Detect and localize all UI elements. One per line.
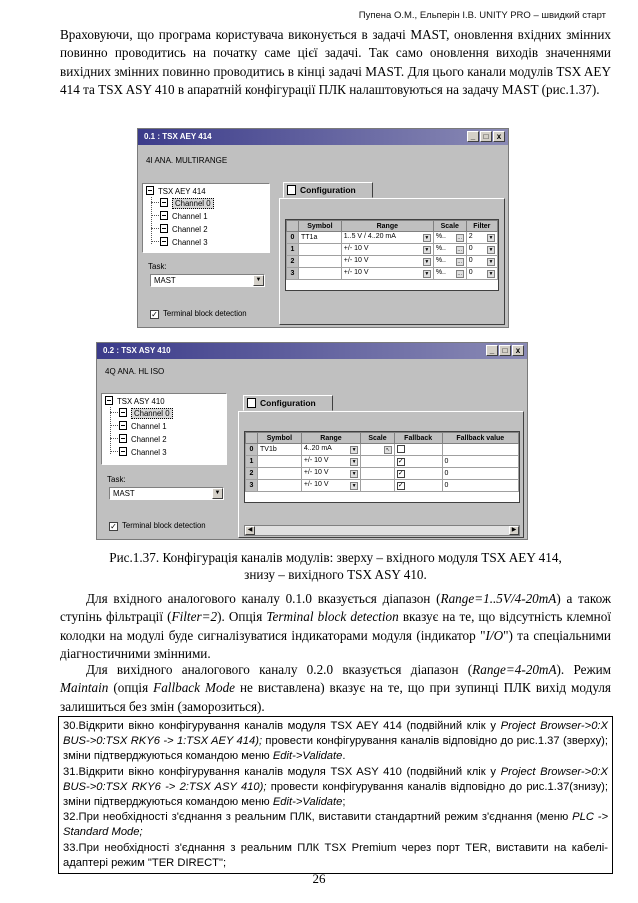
window-title: 0.1 : TSX AEY 414 <box>144 132 212 141</box>
chevron-down-icon: ▼ <box>424 259 430 265</box>
horizontal-scrollbar[interactable] <box>244 525 520 536</box>
figure-caption-line2: знизу – вихідного TSX ASY 410. <box>244 567 427 582</box>
scroll-right-icon[interactable]: ▶ <box>509 526 519 535</box>
step-32: 32.При необхідності з'єднання з реальним ПЛК, виставити стандартний режим з'єднання (меню PLC -> Standard Mode; <box>63 811 609 839</box>
module-label: 4I ANA. MULTIRANGE <box>146 156 228 165</box>
maximize-button[interactable]: □ <box>499 345 511 356</box>
paragraph-input-channel: Для вхідного аналогового каналу 0.1.0 вказується діапазон (Range=1..5V/4-20mA) а також ступінь фільтрації (Filter=2). Опція Terminal block detection вказує на те, що відсутність клемної колодки на модулі буде сигналізуватися індикаторами модуля (індикатор "I/O") та спеціальними діагностичними змінними. <box>60 591 611 661</box>
close-button[interactable]: x <box>512 345 524 356</box>
scale-cell[interactable] <box>361 444 395 456</box>
more-icon: … <box>457 247 463 253</box>
table-row[interactable]: 3 +/- 10 V ▼ ✓ 0 <box>246 480 519 492</box>
tree-item-channel-0[interactable]: Channel 0 <box>119 408 173 418</box>
col-symbol: Symbol <box>299 221 342 232</box>
chevron-down-icon: ▼ <box>253 275 264 286</box>
steps-box <box>58 716 613 874</box>
channel-icon <box>160 211 168 220</box>
more-icon: … <box>457 235 463 241</box>
tree-root-item[interactable]: TSX AEY 414 <box>146 186 206 196</box>
task-select[interactable]: MAST ▼ <box>109 487 224 500</box>
channel-tree <box>142 183 270 253</box>
tab-configuration[interactable]: Configuration <box>283 182 373 198</box>
fallback-cell[interactable] <box>394 444 442 456</box>
chevron-down-icon: ▼ <box>212 488 223 499</box>
table-row[interactable]: 0 TV1b 4..20 mA ▼ ↖ <box>246 444 519 456</box>
minimize-button[interactable]: _ <box>467 131 479 142</box>
scale-cell[interactable]: %.. … <box>433 244 466 256</box>
chevron-down-icon: ▼ <box>488 247 494 253</box>
tree-item-channel-1[interactable]: Channel 1 <box>119 421 167 431</box>
more-icon: … <box>457 259 463 265</box>
symbol-cell[interactable] <box>299 268 342 280</box>
symbol-cell[interactable] <box>299 256 342 268</box>
filter-cell[interactable]: 2 ▼ <box>466 232 497 244</box>
scale-cell[interactable] <box>361 456 395 468</box>
col-range: Range <box>301 433 360 444</box>
channel-icon <box>119 447 127 456</box>
range-cell[interactable]: +/- 10 V ▼ <box>341 268 433 280</box>
tree-item-channel-3[interactable]: Channel 3 <box>119 447 167 457</box>
config-icon <box>247 398 256 408</box>
table-row[interactable]: 0 TT1a 1..5 V / 4..20 mA ▼ %.. … 2 ▼ <box>287 232 498 244</box>
filter-cell[interactable]: 0 ▼ <box>466 256 497 268</box>
chevron-down-icon: ▼ <box>424 235 430 241</box>
chevron-down-icon: ▼ <box>488 235 494 241</box>
check-icon: ✓ <box>397 481 404 489</box>
symbol-cell[interactable]: TV1b <box>258 444 302 456</box>
terminal-block-checkbox[interactable]: ✓ Terminal block detection <box>151 309 247 319</box>
config-icon <box>287 185 296 195</box>
tree-item-channel-0[interactable]: Channel 0 <box>160 198 214 208</box>
task-label: Task: <box>148 262 167 271</box>
cursor-icon: ↖ <box>385 447 390 453</box>
chevron-down-icon: ▼ <box>424 271 430 277</box>
fallback-checkbox <box>397 445 405 453</box>
tree-root-item[interactable]: TSX ASY 410 <box>105 396 165 406</box>
range-cell[interactable]: +/- 10 V ▼ <box>341 244 433 256</box>
fallback-value-cell[interactable] <box>442 444 518 456</box>
col-range: Range <box>341 221 433 232</box>
symbol-cell[interactable] <box>258 480 302 492</box>
table-row[interactable]: 1 +/- 10 V ▼ ✓ 0 <box>246 456 519 468</box>
table-row[interactable]: 2 +/- 10 V ▼ %.. … 0 ▼ <box>287 256 498 268</box>
chevron-down-icon: ▼ <box>351 471 357 477</box>
check-icon: ✓ <box>397 457 404 465</box>
range-cell[interactable]: 1..5 V / 4..20 mA ▼ <box>341 232 433 244</box>
scale-cell[interactable] <box>361 480 395 492</box>
symbol-cell[interactable] <box>258 456 302 468</box>
col-scale: Scale <box>361 433 395 444</box>
tree-item-channel-3[interactable]: Channel 3 <box>160 237 208 247</box>
filter-cell[interactable]: 0 ▼ <box>466 244 497 256</box>
terminal-block-checkbox[interactable]: ✓ Terminal block detection <box>110 521 206 531</box>
chevron-down-icon: ▼ <box>424 247 430 253</box>
tree-item-channel-2[interactable]: Channel 2 <box>160 224 208 234</box>
module-icon <box>146 186 154 195</box>
table-row[interactable]: 1 +/- 10 V ▼ %.. … 0 ▼ <box>287 244 498 256</box>
range-cell[interactable]: +/- 10 V ▼ <box>341 256 433 268</box>
channel-tree <box>101 393 227 465</box>
chevron-down-icon: ▼ <box>351 483 357 489</box>
chevron-down-icon: ▼ <box>488 271 494 277</box>
scale-cell[interactable]: %.. … <box>433 256 466 268</box>
fallback-value-cell[interactable]: 0 <box>442 480 518 492</box>
scale-cell[interactable] <box>361 468 395 480</box>
filter-cell[interactable]: 0 ▼ <box>466 268 497 280</box>
intro-paragraph: Враховуючи, що програма користувача виконується в задачі MAST, оновлення вхідних змінних повинно проводитись на початку саме цієї задачі. Так само оновлення виходів значеннями вихідних змінних повинно проводитись в кінці задачі MAST. Для цього канали модулів TSX AEY 414 та TSX ASY 410 в апаратній конфігурації ПЛК налаштовуються на задачу MAST (рис.1.37). <box>60 27 611 97</box>
table-row[interactable]: 3 +/- 10 V ▼ %.. … 0 ▼ <box>287 268 498 280</box>
config-window-asy410 <box>96 342 528 540</box>
tree-item-channel-1[interactable]: Channel 1 <box>160 211 208 221</box>
task-select[interactable]: MAST ▼ <box>150 274 265 287</box>
scroll-left-icon[interactable]: ◀ <box>245 526 255 535</box>
channel-icon <box>160 237 168 246</box>
step-33: 33.При необхідності з'єднання з реальним ПЛК TSX Premium через порт TER, виставити на кабелі-адаптері режим "TER DIRECT"; <box>63 841 608 869</box>
tab-configuration[interactable]: Configuration <box>243 395 333 411</box>
chevron-down-icon: ▼ <box>351 447 357 453</box>
range-cell[interactable]: +/- 10 V ▼ <box>301 480 360 492</box>
check-icon: ✓ <box>110 522 117 531</box>
channel-grid <box>244 431 520 503</box>
range-cell[interactable]: +/- 10 V ▼ <box>301 468 360 480</box>
figure-caption-line1: Рис.1.37. Конфігурація каналів модулів: зверху – вхідного модуля TSX AEY 414, <box>109 550 562 565</box>
module-label: 4Q ANA. HL ISO <box>105 367 165 376</box>
channel-icon <box>119 434 127 443</box>
range-cell[interactable]: +/- 10 V ▼ <box>301 456 360 468</box>
channel-icon <box>160 224 168 233</box>
configuration-panel <box>238 411 524 538</box>
paragraph-output-channel: Для вихідного аналогового каналу 0.2.0 вказується діапазон (Range=4-20mA). Режим Maintain (опція Fallback Mode не виставлена) вказує на те, що при зупинці ПЛК вихід модуля залишиться без змін (заморозиться). <box>60 662 611 714</box>
window-titlebar <box>138 129 508 145</box>
symbol-cell[interactable]: TT1a <box>299 232 342 244</box>
col-scale: Scale <box>433 221 466 232</box>
more-icon: … <box>457 271 463 277</box>
col-filter: Filter <box>466 221 497 232</box>
channel-grid <box>285 219 499 291</box>
fallback-cell[interactable] <box>394 468 442 480</box>
check-icon: ✓ <box>151 310 158 319</box>
module-icon <box>105 396 113 405</box>
page-number: 26 <box>312 871 326 886</box>
chevron-down-icon: ▼ <box>488 259 494 265</box>
page-header: Пупена О.М., Ельперін І.В. UNITY PRO – швидкий старт <box>358 10 606 21</box>
fallback-cell[interactable] <box>394 456 442 468</box>
channel-icon <box>119 408 127 417</box>
channel-icon <box>119 421 127 430</box>
maximize-button[interactable]: □ <box>480 131 492 142</box>
task-label: Task: <box>107 475 126 484</box>
col-fallback: Fallback <box>394 433 442 444</box>
step-31: 31.Відкрити вікно конфігурування каналів модуля TSX ASY 410 (подвійний клік у Project Browser->0:X BUS->0:TSX RKY6 -> 2:TSX ASY 410); провести конфігурування каналів відповідно до рис.1.37(знизу); зміни підтверджуються командою меню Edit->Validate; <box>63 765 608 809</box>
close-button[interactable]: x <box>493 131 505 142</box>
window-title: 0.2 : TSX ASY 410 <box>103 346 171 355</box>
fallback-cell[interactable] <box>394 480 442 492</box>
minimize-button[interactable]: _ <box>486 345 498 356</box>
fallback-value-cell[interactable]: 0 <box>442 468 518 480</box>
check-icon: ✓ <box>397 469 404 477</box>
symbol-cell[interactable] <box>299 244 342 256</box>
table-row[interactable]: 2 +/- 10 V ▼ ✓ 0 <box>246 468 519 480</box>
window-titlebar <box>97 343 527 359</box>
configuration-panel <box>279 198 505 325</box>
symbol-cell[interactable] <box>258 468 302 480</box>
channel-icon <box>160 198 168 207</box>
range-cell[interactable]: 4..20 mA ▼ <box>301 444 360 456</box>
scale-cell[interactable]: %.. … <box>433 268 466 280</box>
col-fallback-value: Fallback value <box>442 433 518 444</box>
tree-item-channel-2[interactable]: Channel 2 <box>119 434 167 444</box>
scale-cell[interactable]: %.. … <box>433 232 466 244</box>
col-symbol: Symbol <box>258 433 302 444</box>
step-30: 30.Відкрити вікно конфігурування каналів модуля TSX AEY 414 (подвійний клік у Project Browser->0:X BUS->0:TSX RKY6 -> 1:TSX AEY 414); провести конфігурування каналів відповідно до рис.1.37 (зверху); зміни підтверджуються командою меню Edit->Validate. <box>63 720 609 763</box>
chevron-down-icon: ▼ <box>351 459 357 465</box>
fallback-value-cell[interactable]: 0 <box>442 456 518 468</box>
config-window-aey414 <box>137 128 509 328</box>
